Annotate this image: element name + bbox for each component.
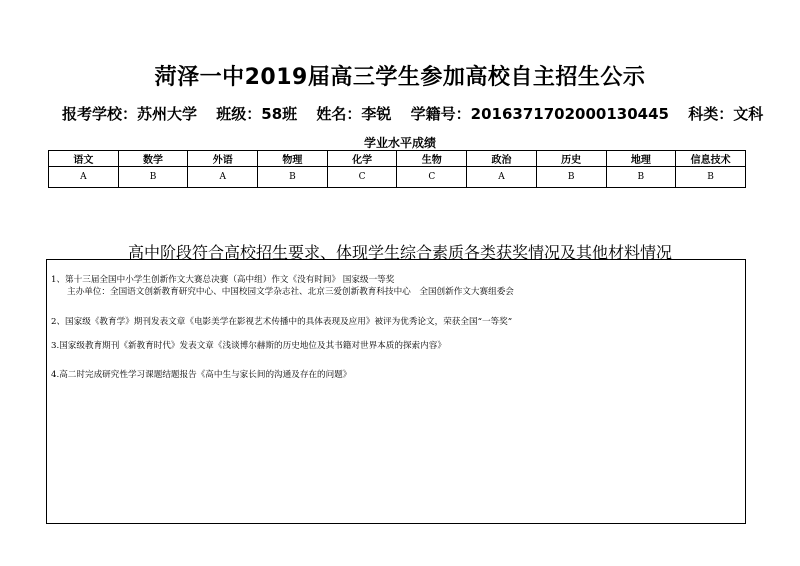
score-cell: C xyxy=(327,167,397,188)
track-value: 文科 xyxy=(733,105,764,123)
grades-score-row xyxy=(49,167,746,188)
score-cell: B xyxy=(676,167,746,188)
award-item xyxy=(51,316,512,328)
score-cell: A xyxy=(49,167,119,188)
award-sub-text: 主办单位：全国语文创新教育研究中心、中国校园文学杂志社、北京三爱创新教育科技中心 全国创新作文大赛组委会 xyxy=(67,287,514,297)
award-text: 2、国家级《教育学》期刊发表文章《电影美学在影视艺术传播中的具体表现及应用》被评为优秀论文，荣获全国“一等奖” xyxy=(51,317,513,327)
score-cell: B xyxy=(536,167,606,188)
class-value: 58班 xyxy=(261,105,298,123)
class-label: 班级： xyxy=(216,105,262,123)
score-cell: B xyxy=(258,167,328,188)
student-id-value: 2016371702000130445 xyxy=(470,105,669,123)
grades-header-row xyxy=(49,151,746,167)
grades-caption: 学业水平成绩 xyxy=(363,136,436,150)
award-text: 3.国家级教育期刊《新教育时代》发表文章《浅谈博尔赫斯的历史地位及其书籍对世界本质的探索内容》 xyxy=(51,341,446,351)
score-cell: B xyxy=(118,167,188,188)
student-info-line xyxy=(62,103,763,124)
subject-cell: 历史 xyxy=(536,151,606,167)
subject-cell: 生物 xyxy=(397,151,467,167)
score-cell: A xyxy=(188,167,258,188)
subject-cell: 化学 xyxy=(327,151,397,167)
subject-cell: 政治 xyxy=(467,151,537,167)
name-value: 李锐 xyxy=(361,105,392,123)
score-cell: A xyxy=(467,167,537,188)
subject-cell: 数学 xyxy=(118,151,188,167)
subject-cell: 语文 xyxy=(49,151,119,167)
grades-table xyxy=(48,150,746,188)
score-cell: B xyxy=(606,167,676,188)
award-item xyxy=(51,340,446,352)
name-label: 姓名： xyxy=(316,105,362,123)
subject-cell: 地理 xyxy=(606,151,676,167)
award-item xyxy=(51,274,514,298)
page-title: 菏泽一中2019届高三学生参加高校自主招生公示 xyxy=(154,65,646,90)
subject-cell: 物理 xyxy=(258,151,328,167)
subject-cell: 外语 xyxy=(188,151,258,167)
score-cell: C xyxy=(397,167,467,188)
award-text: 1、第十三届全国中小学生创新作文大赛总决赛（高中组）作文《没有时间》 国家级一等奖 xyxy=(51,275,395,285)
school-value: 苏州大学 xyxy=(137,105,198,123)
subject-cell: 信息技术 xyxy=(676,151,746,167)
awards-title: 高中阶段符合高校招生要求、体现学生综合素质各类获奖情况及其他材料情况 xyxy=(127,243,672,262)
student-id-label: 学籍号： xyxy=(410,105,471,123)
track-label: 科类： xyxy=(688,105,734,123)
school-label: 报考学校： xyxy=(62,105,138,123)
award-text: 4.高二时完成研究性学习课题结题报告《高中生与家长间的沟通及存在的问题》 xyxy=(51,370,352,380)
award-item xyxy=(51,369,351,381)
awards-box xyxy=(46,259,746,524)
